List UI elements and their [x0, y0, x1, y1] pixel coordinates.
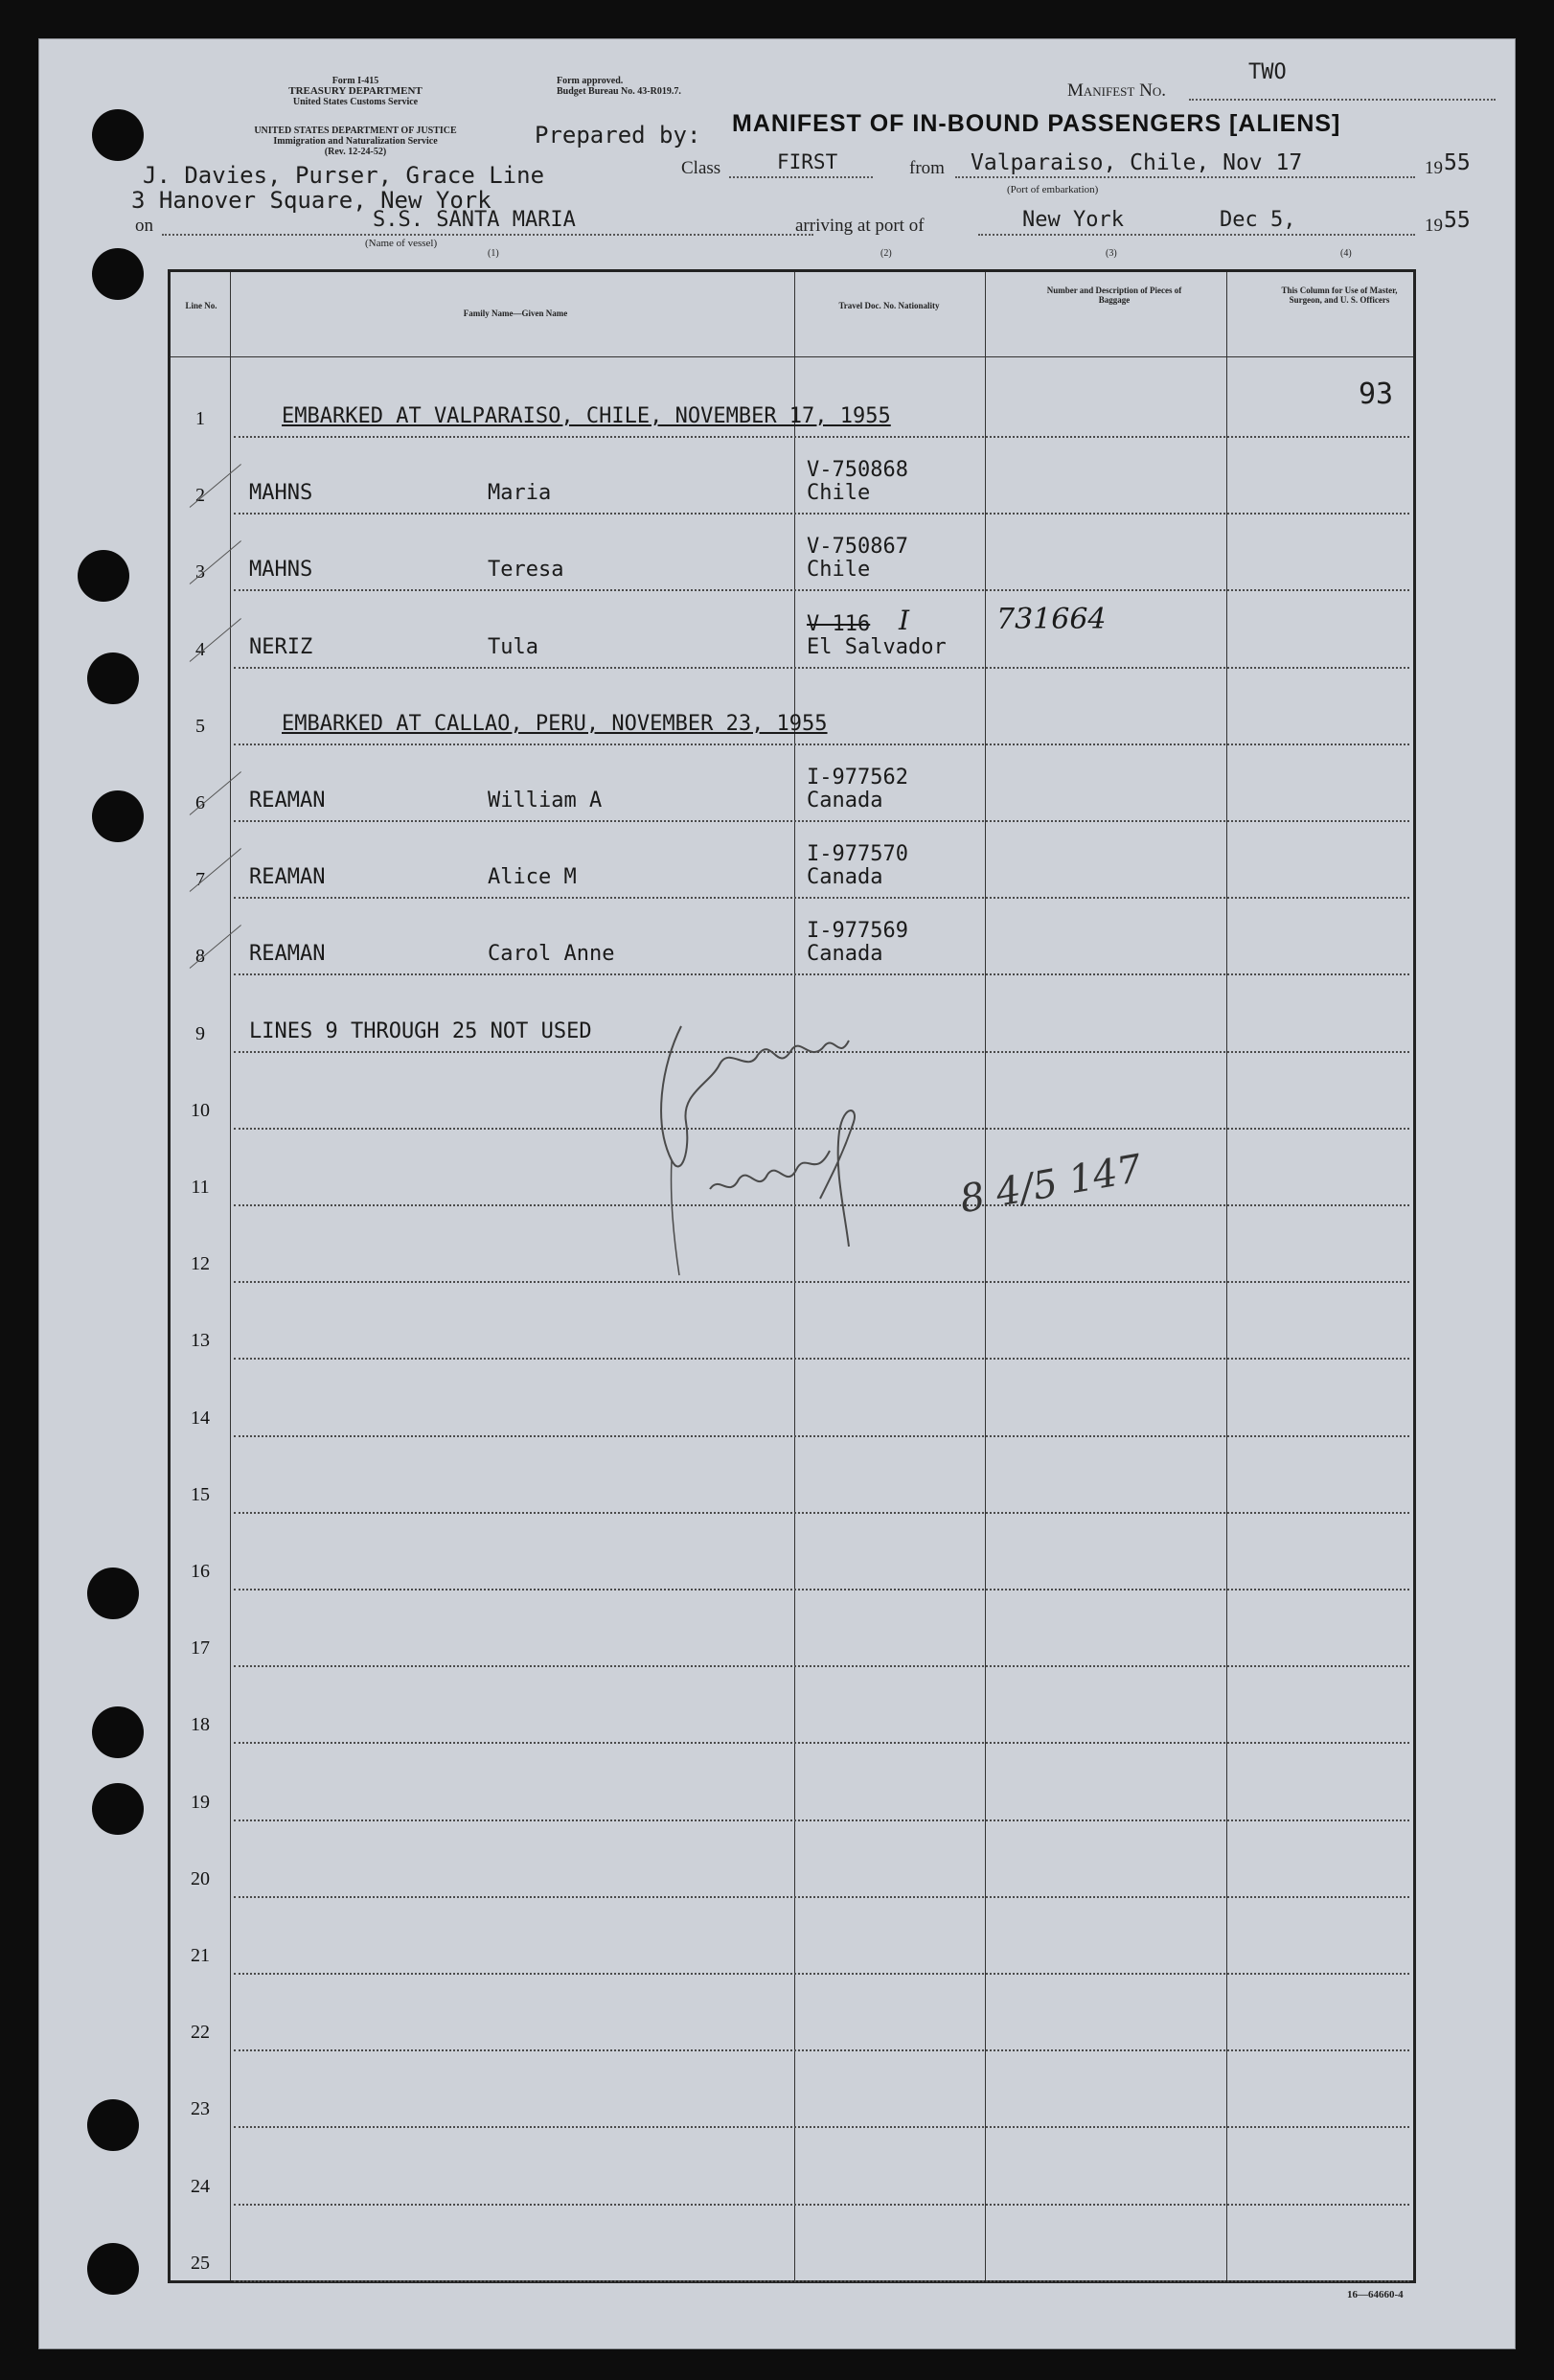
table-row — [171, 516, 1413, 593]
row-dotted-line — [234, 1358, 1409, 1360]
table-row — [171, 901, 1413, 977]
preparer-line1: J. Davies, Purser, Grace Line — [143, 162, 545, 189]
table-row — [171, 1977, 1413, 2053]
travel-doc-number: V-750867 — [807, 535, 908, 560]
caption-3: (3) — [1106, 248, 1117, 259]
table-row — [171, 594, 1413, 671]
row-dotted-line — [234, 2204, 1409, 2206]
punch-hole — [92, 1783, 144, 1835]
line-number: 21 — [191, 1945, 210, 1966]
customs-service: United States Customs Service — [292, 97, 419, 107]
header-divider — [171, 356, 1413, 357]
punch-hole — [87, 2099, 139, 2151]
prepared-by: Prepared by: — [535, 122, 701, 149]
nationality: Chile — [807, 481, 871, 506]
family-name: MAHNS — [249, 481, 313, 506]
line-number: 14 — [191, 1407, 210, 1429]
from-label: from — [909, 158, 945, 178]
col-name: Family Name—Given Name — [463, 309, 568, 318]
manifest-title: MANIFEST OF IN-BOUND PASSENGERS [ALIENS] — [732, 110, 1341, 137]
col-officers: This Column for Use of Master, Surgeon, and U. S. Officers — [1281, 286, 1398, 305]
unused-lines-note: LINES 9 THROUGH 25 NOT USED — [249, 1018, 592, 1043]
arriving-date: Dec 5, — [1220, 208, 1296, 232]
section-heading: EMBARKED AT CALLAO, PERU, NOVEMBER 23, 1955 — [282, 711, 828, 736]
treasury-dept: TREASURY DEPARTMENT — [288, 85, 423, 97]
nationality: El Salvador — [807, 634, 947, 659]
given-name: Carol Anne — [488, 942, 615, 967]
preparer-line2: 3 Hanover Square, New York — [131, 187, 491, 214]
table-row — [171, 1285, 1413, 1362]
caption-4: (4) — [1340, 248, 1352, 259]
row-dotted-line — [234, 1665, 1409, 1667]
vessel-dots — [162, 234, 813, 236]
row-dotted-line — [234, 667, 1409, 669]
manifest-no-value: TWO — [1248, 60, 1287, 84]
line-number: 4 — [195, 638, 205, 660]
revision: (Rev. 12-24-52) — [324, 147, 387, 157]
row-dotted-line — [234, 513, 1409, 515]
line-number: 18 — [191, 1714, 210, 1736]
punch-hole — [92, 790, 144, 842]
line-number: 11 — [191, 1177, 210, 1198]
ins-service: Immigration and Naturalization Service — [273, 136, 438, 147]
line-number: 9 — [195, 1022, 205, 1044]
form-approved — [557, 76, 681, 97]
col-line-no: Line No. — [185, 301, 217, 310]
row-dotted-line — [234, 1819, 1409, 1821]
travel-doc-number: I-977562 — [807, 766, 908, 790]
given-name: Alice M — [488, 865, 577, 890]
arriving-dots — [978, 234, 1415, 236]
nationality: Canada — [807, 789, 883, 812]
class-label: Class — [681, 158, 721, 178]
page-number: 93 — [1359, 378, 1394, 411]
table-row — [171, 1362, 1413, 1439]
given-name: William A — [488, 789, 603, 812]
row-dotted-line — [234, 1973, 1409, 1975]
on-label: on — [135, 216, 153, 236]
line-number: 25 — [191, 2252, 210, 2274]
table-row — [171, 671, 1413, 747]
arriving-port: New York — [1022, 208, 1124, 232]
given-name: Teresa — [488, 558, 564, 583]
line-number: 5 — [195, 715, 205, 737]
manifest-no-label: Manifest No. — [1067, 80, 1166, 101]
nationality: Canada — [807, 942, 883, 967]
punch-hole — [87, 652, 139, 704]
table-row — [171, 1900, 1413, 1977]
nationality: Canada — [807, 865, 883, 890]
section-heading: EMBARKED AT VALPARAISO, CHILE, NOVEMBER 17, 1955 — [282, 404, 891, 428]
signature-note: 8 4/5 147 — [956, 1146, 1146, 1223]
arriving-label: arriving at port of — [795, 216, 925, 236]
form-header-justice — [154, 126, 557, 157]
caption-1: (1) — [488, 248, 499, 259]
row-dotted-line — [234, 2049, 1409, 2051]
signature-scribble — [614, 1007, 940, 1294]
line-number: 16 — [191, 1561, 210, 1582]
row-dotted-line — [234, 1435, 1409, 1437]
row-dotted-line — [234, 897, 1409, 899]
class-value: FIRST — [777, 150, 838, 173]
form-footer: 16—64660-4 — [1347, 2289, 1404, 2300]
port-embark-caption: (Port of embarkation) — [1007, 184, 1099, 195]
from-dots — [955, 176, 1415, 178]
table-row — [171, 1592, 1413, 1669]
handwritten-number: 731664 — [996, 602, 1107, 636]
punch-hole — [92, 109, 144, 161]
row-dotted-line — [234, 1512, 1409, 1514]
line-number: 23 — [191, 2098, 210, 2120]
line-number: 12 — [191, 1253, 210, 1275]
row-dotted-line — [234, 2126, 1409, 2128]
justice-dept: UNITED STATES DEPARTMENT OF JUSTICE — [254, 126, 457, 136]
line-number: 13 — [191, 1330, 210, 1352]
table-row — [171, 1823, 1413, 1900]
given-name: Tula — [488, 634, 538, 659]
row-dotted-line — [234, 744, 1409, 745]
line-number: 24 — [191, 2175, 210, 2197]
doc-handwritten-mark: I — [899, 604, 910, 636]
row-dotted-line — [234, 436, 1409, 438]
approved-line: Form approved. — [557, 76, 624, 86]
row-dotted-line — [234, 1589, 1409, 1590]
col-baggage: Number and Description of Pieces of Baggage — [1046, 286, 1182, 305]
family-name: MAHNS — [249, 558, 313, 583]
travel-doc-number: I-977570 — [807, 842, 908, 867]
line-number: 7 — [195, 869, 205, 891]
table-row — [171, 1669, 1413, 1746]
caption-2: (2) — [880, 248, 892, 259]
row-dotted-line — [234, 1896, 1409, 1898]
line-number: 3 — [195, 561, 205, 584]
row-dotted-line — [234, 589, 1409, 591]
punch-hole — [92, 1706, 144, 1758]
table-row — [171, 440, 1413, 516]
travel-doc-number: I-977569 — [807, 919, 908, 944]
form-number: Form I-415 — [331, 76, 379, 86]
table-row — [171, 2131, 1413, 2208]
arriving-year-prefix: 19 — [1425, 216, 1443, 236]
from-year: 55 — [1444, 150, 1471, 175]
vessel-caption: (Name of vessel) — [365, 238, 438, 249]
row-dotted-line — [234, 973, 1409, 975]
manifest-no-dots — [1189, 99, 1496, 101]
line-number: 10 — [191, 1099, 210, 1121]
punch-hole — [87, 1568, 139, 1619]
family-name: NERIZ — [249, 634, 313, 659]
line-number: 6 — [195, 792, 205, 813]
form-header-left — [231, 76, 480, 107]
table-row — [171, 1747, 1413, 1823]
line-number: 17 — [191, 1637, 210, 1659]
table-row — [171, 747, 1413, 824]
family-name: REAMAN — [249, 942, 326, 967]
col-travel-doc: Travel Doc. No. Nationality — [838, 301, 940, 310]
vessel-name: S.S. SANTA MARIA — [373, 208, 576, 232]
family-name: REAMAN — [249, 789, 326, 812]
line-number: 2 — [195, 485, 205, 507]
punch-hole — [78, 550, 129, 602]
table-row — [171, 824, 1413, 901]
line-number: 19 — [191, 1791, 210, 1813]
row-dotted-line — [234, 1742, 1409, 1744]
row-dotted-line — [234, 2280, 1409, 2282]
line-number: 8 — [195, 946, 205, 968]
travel-doc-number: V-116 — [807, 611, 871, 636]
budget-bureau: Budget Bureau No. 43-R019.7. — [557, 86, 681, 97]
from-value: Valparaiso, Chile, Nov 17 — [971, 150, 1303, 175]
table-row — [171, 2053, 1413, 2130]
table-row — [171, 1516, 1413, 1592]
travel-doc-number: V-750868 — [807, 458, 908, 483]
given-name: Maria — [488, 481, 552, 506]
punch-hole — [87, 2243, 139, 2295]
from-year-prefix: 19 — [1425, 158, 1443, 178]
family-name: REAMAN — [249, 865, 326, 890]
table-row — [171, 363, 1413, 440]
row-dotted-line — [234, 820, 1409, 822]
manifest-page — [38, 38, 1516, 2349]
table-row — [171, 2208, 1413, 2284]
line-number: 1 — [195, 408, 205, 429]
nationality: Chile — [807, 558, 871, 583]
line-number: 22 — [191, 2022, 210, 2044]
punch-hole — [92, 248, 144, 300]
class-dots — [729, 176, 873, 178]
line-number: 20 — [191, 1867, 210, 1889]
arriving-year: 55 — [1444, 208, 1471, 233]
line-number: 15 — [191, 1483, 210, 1505]
table-row — [171, 1439, 1413, 1516]
